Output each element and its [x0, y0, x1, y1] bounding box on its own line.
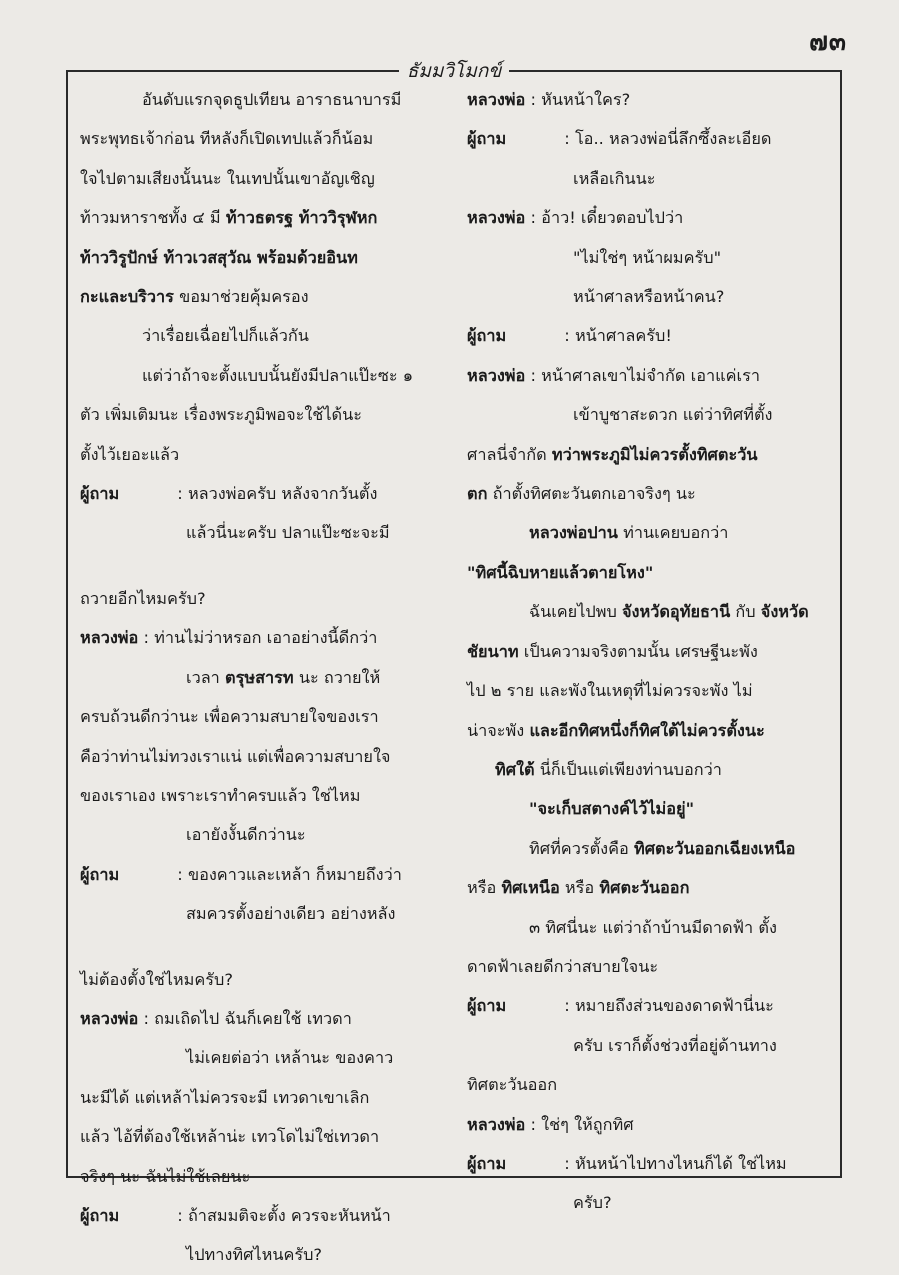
page-number: ๗๓	[809, 27, 847, 56]
text-line: ว่าเรื่อยเฉื่อยไปก็แล้วกัน	[142, 326, 309, 346]
text-line: แต่ว่าถ้าจะตั้งแบบนั้นยังมีปลาแป๊ะซะ ๑	[142, 365, 414, 385]
text-line: ตก ถ้าตั้งทิศตะวันตกเอาจริงๆ นะ	[467, 484, 696, 504]
text-line: "ไม่ใช่ๆ หน้าผมครับ"	[573, 247, 722, 267]
dialogue-line: หลวงพ่อ : หันหน้าใคร?	[467, 90, 631, 109]
text-line: ทิศใต้ นี่ก็เป็นแต่เพียงท่านบอกว่า	[495, 759, 722, 779]
speaker-label: หลวงพ่อ	[80, 628, 139, 648]
dialogue-line: ผู้ถาม : หมายถึงส่วนของดาดฟ้านี่นะ	[467, 996, 774, 1016]
text-line: ตั้งไว้เยอะแล้ว	[80, 444, 180, 464]
speaker-label: หลวงพ่อ	[467, 90, 526, 109]
text-line: หรือ ทิศเหนือ หรือ ทิศตะวันออก	[467, 878, 690, 898]
dialogue-line: หลวงพ่อ : ใช่ๆ ให้ถูกทิศ	[467, 1114, 634, 1134]
speaker-label: ผู้ถาม	[467, 326, 507, 346]
dialogue-line: หลวงพ่อ : ถมเถิดไป ฉันก็เคยใช้ เทวดา	[80, 1008, 352, 1028]
text-line: เวลา ตรุษสารท นะ ถวายให้	[186, 667, 381, 687]
text-line: ศาลนี่จำกัด ทว่าพระภูมิไม่ควรตั้งทิศตะวัน	[467, 444, 758, 464]
speaker-label: ผู้ถาม	[467, 1153, 507, 1173]
text-line: ชัยนาท เป็นความจริงตามนั้น เศรษฐีนะพัง	[467, 641, 758, 661]
text-line: ทิศตะวันออก	[467, 1075, 558, 1095]
right-column	[467, 80, 833, 1223]
text-line: นะมีได้ แต่เหล้าไม่ควรจะมี เทวดาเขาเลิก	[80, 1087, 370, 1107]
dialogue-line: ผู้ถาม : หลวงพ่อครับ หลังจากวันตั้ง	[80, 484, 378, 504]
text-line: แล้วนี่นะครับ ปลาแป๊ะซะจะมี	[186, 523, 390, 543]
text-line: "จะเก็บสตางค์ไว้ไม่อยู่"	[529, 799, 695, 819]
text-line: ดาดฟ้าเลยดีกว่าสบายใจนะ	[467, 956, 659, 976]
text-line: ไป ๒ ราย และพังในเหตุที่ไม่ควรจะพัง ไม่	[467, 681, 753, 701]
text-line: ตัว เพิ่มเติมนะ เรื่องพระภูมิพอจะใช้ได้นะ	[80, 405, 362, 425]
text-line: ไปทางทิศไหนครับ?	[186, 1245, 323, 1265]
text-line: ท้าววิรูปักษ์ ท้าวเวสสุวัณ พร้อมด้วยอินท	[80, 247, 358, 267]
dialogue-line: หลวงพ่อ : อ้าว! เดี๋ยวตอบไปว่า	[467, 208, 684, 228]
left-column	[80, 80, 440, 1275]
text-line: ไม่ต้องตั้งใช่ไหมครับ?	[80, 969, 234, 989]
text-line: หลวงพ่อปาน ท่านเคยบอกว่า	[529, 523, 729, 543]
text-line: จริงๆ นะ ฉันไม่ใช้เลยนะ	[80, 1166, 251, 1186]
speaker-label: ผู้ถาม	[80, 484, 120, 504]
text-line: ท้าวมหาราชทั้ง ๔ มี ท้าวธตรฐ ท้าววิรุฬหก	[80, 208, 378, 228]
dialogue-line: ผู้ถาม : หันหน้าไปทางไหนก็ได้ ใช่ไหม	[467, 1153, 787, 1173]
text-line: ไม่เคยต่อว่า เหล้านะ ของคาว	[186, 1048, 394, 1068]
text-line: กะและบริวาร ขอมาช่วยคุ้มครอง	[80, 287, 309, 307]
dialogue-line: หลวงพ่อ : หน้าศาลเขาไม่จำกัด เอาแค่เรา	[467, 365, 760, 385]
text-line: อันดับแรกจุดธูปเทียน อาราธนาบารมี	[142, 90, 402, 109]
speaker-label: ผู้ถาม	[80, 1205, 120, 1225]
text-line: เหลือเกินนะ	[573, 168, 656, 188]
text-line: ทิศที่ควรตั้งคือ ทิศตะวันออกเฉียงเหนือ	[529, 838, 796, 858]
dialogue-line: หลวงพ่อ : ท่านไม่ว่าหรอก เอาอย่างนี้ดีกว่า	[80, 628, 378, 648]
dialogue-line: ผู้ถาม : ของคาวและเหล้า ก็หมายถึงว่า	[80, 864, 402, 884]
text-line: ครับ?	[573, 1193, 612, 1213]
text-line: ฉันเคยไปพบ จังหวัดอุทัยธานี กับ จังหวัด	[529, 602, 809, 622]
text-line: น่าจะพัง และอีกทิศหนึ่งก็ทิศใต้ไม่ควรตั้งนะ	[467, 720, 765, 740]
text-line: แล้ว ไอ้ที่ต้องใช้เหล้าน่ะ เทวโดไม่ใช่เทวดา	[80, 1127, 380, 1147]
header-title: ธัมมวิโมกข์	[399, 60, 510, 82]
dialogue-line: ผู้ถาม : ถ้าสมมติจะตั้ง ควรจะหันหน้า	[80, 1205, 391, 1225]
text-line: พระพุทธเจ้าก่อน ทีหลังก็เปิดเทปแล้วก็น้อม	[80, 129, 374, 149]
dialogue-line: ผู้ถาม : โอ.. หลวงพ่อนี่ลึกซึ้งละเอียด	[467, 129, 772, 149]
text-line: ถวายอีกไหมครับ?	[80, 588, 206, 608]
text-line: สมควรตั้งอย่างเดียว อย่างหลัง	[186, 904, 396, 924]
text-frame	[66, 60, 842, 1265]
text-line: คือว่าท่านไม่ทวงเราแน่ แต่เพื่อความสบายใจ	[80, 746, 391, 766]
speaker-label: หลวงพ่อ	[467, 1114, 526, 1134]
speaker-label: ผู้ถาม	[80, 864, 120, 884]
speaker-label: หลวงพ่อ	[467, 208, 526, 228]
speaker-label: หลวงพ่อ	[467, 365, 526, 385]
speaker-label: ผู้ถาม	[467, 129, 507, 149]
text-line: หน้าศาลหรือหน้าคน?	[573, 287, 725, 307]
dialogue-line: ผู้ถาม : หน้าศาลครับ!	[467, 326, 672, 346]
text-line: "ทิศนี้ฉิบหายแล้วตายโหง"	[467, 562, 654, 582]
text-line: เอายังงั้นดีกว่านะ	[186, 825, 306, 845]
text-line: ของเราเอง เพราะเราทำครบแล้ว ใช่ไหม	[80, 785, 361, 805]
text-line: ใจไปตามเสียงนั้นนะ ในเทปนั้นเขาอัญเชิญ	[80, 168, 375, 188]
text-line: เข้าบูชาสะดวก แต่ว่าทิศที่ตั้ง	[573, 405, 773, 425]
text-line: ครบถ้วนดีกว่านะ เพื่อความสบายใจของเรา	[80, 707, 379, 727]
speaker-label: ผู้ถาม	[467, 996, 507, 1016]
text-line: ครับ เราก็ตั้งช่วงที่อยู่ด้านทาง	[573, 1035, 777, 1055]
text-line: ๓ ทิศนี่นะ แต่ว่าถ้าบ้านมีดาดฟ้า ตั้ง	[529, 917, 777, 937]
speaker-label: หลวงพ่อ	[80, 1008, 139, 1028]
